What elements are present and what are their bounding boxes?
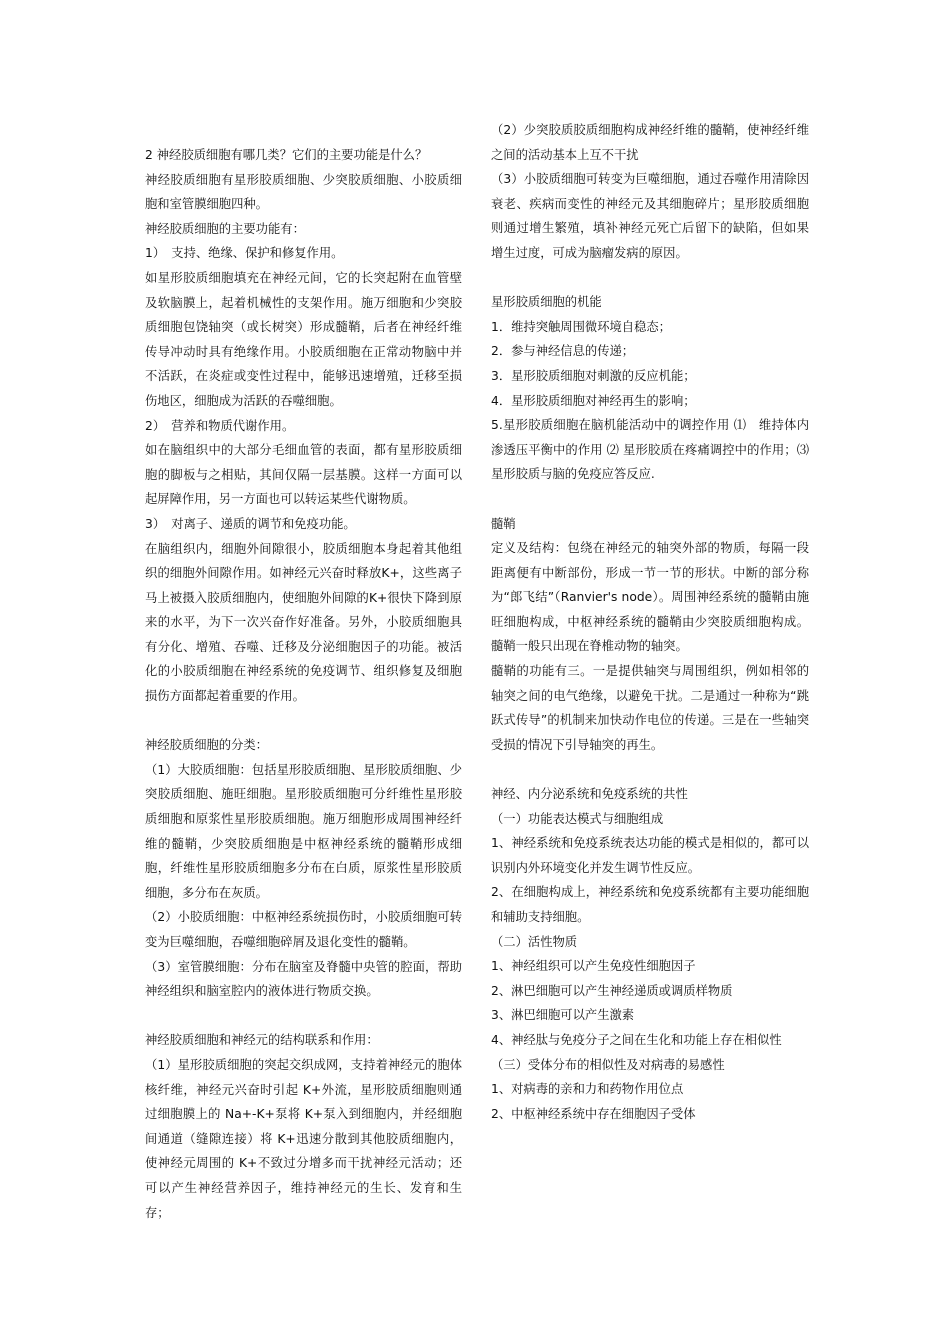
paragraph-gap <box>491 266 809 291</box>
paragraph: 2、淋巴细胞可以产生神经递质或调质样物质 <box>491 983 733 998</box>
paragraph: （1）大胶质细胞：包括星形胶质细胞、星形胶质细胞、少突胶质细胞、施旺细胞。星形胶质细胞可分纤维性星形胶质细胞和原浆性星形胶质细胞。施万细胞形成周围神经纤维的髓鞘，少突胶质细胞是中枢神经系统的髓鞘形成细胞，纤维性星形胶质细胞多分布在白质，原浆性星形胶质细胞，多分布在灰质。 <box>145 762 462 900</box>
paragraph: （2）少突胶质胶质细胞构成神经纤维的髓鞘，使神经纤维之间的活动基本上互不干扰 <box>491 123 809 162</box>
paragraph: 1．维持突触周围微环境自稳态； <box>491 319 671 334</box>
paragraph: 3．星形胶质细胞对刺激的反应机能； <box>491 368 696 383</box>
paragraph: （3）小胶质细胞可转变为巨噬细胞，通过吞噬作用清除因衰老、疾病而变性的神经元及其细胞碎片；星形胶质细胞则通过增生繁殖，填补神经元死亡后留下的缺陷，但如果增生过度，可成为脑瘤发病的原因。 <box>491 172 809 260</box>
paragraph: 2．参与神经信息的传递； <box>491 344 635 359</box>
paragraph: （1）星形胶质细胞的突起交织成网，支持着神经元的胞体核纤维，神经元兴奋时引起 K+外流，星形胶质细胞则通过细胞膜上的 Na+-K+泵将 K+泵入到细胞内，并经细胞间通道（缝隙连接）将 K+迅速分散到其他胶质细胞内，使神经元周围的 K+不致过分增多而干扰神经元活动；还可以产生神经营养因子，维持神经元的生长、发育和生存； <box>145 1057 462 1220</box>
paragraph: 3） 对离子、递质的调节和免疫功能。 <box>145 516 356 531</box>
paragraph: （2）小胶质细胞：中枢神经系统损伤时，小胶质细胞可转变为巨噬细胞，吞噬细胞碎屑及退化变性的髓鞘。 <box>145 910 462 949</box>
left-column <box>145 143 462 1225</box>
paragraph: 1、神经组织可以产生免疫性细胞因子 <box>491 959 696 974</box>
paragraph: 2 神经胶质细胞有哪几类？它们的主要功能是什么？ <box>145 148 428 162</box>
paragraph: 1、神经系统和免疫系统表达功能的模式是相似的，都可以识别内外环境变化并发生调节性反应。 <box>491 836 809 875</box>
paragraph-gap <box>145 709 462 734</box>
paragraph: 5.星形胶质细胞在脑机能活动中的调控作用 ⑴ 维持体内渗透压平衡中的作用 ⑵ 星形胶质在疼痛调控中的作用；⑶ 星形胶质与脑的免疫应答反应. <box>491 418 809 482</box>
paragraph-gap <box>491 757 809 782</box>
paragraph: 2、在细胞构成上，神经系统和免疫系统都有主要功能细胞和辅助支持细胞。 <box>491 885 809 924</box>
paragraph: 髓鞘 <box>491 516 516 531</box>
right-column <box>491 118 809 1126</box>
paragraph: 如在脑组织中的大部分毛细血管的表面，都有星形胶质细胞的脚板与之相贴，其间仅隔一层基膜。这样一方面可以起屏障作用，另一方面也可以转运某些代谢物质。 <box>145 443 462 507</box>
paragraph: 2） 营养和物质代谢作用。 <box>145 418 295 433</box>
paragraph: 3、淋巴细胞可以产生激素 <box>491 1008 635 1023</box>
paragraph: （一）功能表达模式与细胞组成 <box>491 811 664 826</box>
paragraph: 1） 支持、绝缘、保护和修复作用。 <box>145 246 344 261</box>
paragraph: （3）室管膜细胞：分布在脑室及脊髓中央管的腔面，帮助神经组织和脑室腔内的液体进行物质交换。 <box>145 959 462 999</box>
paragraph: 如星形胶质细胞填充在神经元间，它的长突起附在血管壁及软脑膜上，起着机械性的支架作用。施万细胞和少突胶质细胞包饶轴突（或长树突）形成髓鞘，后者在神经纤维传导冲动时具有绝缘作用。小胶质细胞在正常动物脑中并不活跃，在炎症或变性过程中，能够迅速增殖，迁移至损伤地区，细胞成为活跃的吞噬细胞。 <box>145 270 462 408</box>
paragraph: 神经胶质细胞的分类： <box>145 738 268 753</box>
paragraph: 神经、内分泌系统和免疫系统的共性 <box>491 787 688 802</box>
paragraph: 在脑组织内，细胞外间隙很小，胶质细胞本身起着其他组织的细胞外间隙作用。如神经元兴奋时释放K+，这些离子马上被摄入胶质细胞内，使细胞外间隙的K+很快下降到原来的水平，为下一次兴奋作好准备。另外，小胶质细胞具有分化、增殖、吞噬、迁移及分泌细胞因子的功能。被活化的小胶质细胞在神经系统的免疫调节、组织修复及细胞损伤方面都起着重要的作用。 <box>145 541 462 704</box>
paragraph: （三）受体分布的相似性及对病毒的易感性 <box>491 1057 725 1072</box>
paragraph: 神经胶质细胞和神经元的结构联系和作用： <box>145 1033 379 1048</box>
paragraph: 星形胶质细胞的机能 <box>491 295 602 310</box>
paragraph: 4．星形胶质细胞对神经再生的影响； <box>491 393 696 408</box>
paragraph: 神经胶质细胞有星形胶质细胞、少突胶质细胞、小胶质细胞和室管膜细胞四种。 <box>145 172 462 212</box>
paragraph: 1、对病毒的亲和力和药物作用位点 <box>491 1082 684 1097</box>
paragraph-gap <box>491 487 809 512</box>
paragraph: 2、中枢神经系统中存在细胞因子受体 <box>491 1106 696 1121</box>
paragraph: （二）活性物质 <box>491 934 578 949</box>
paragraph: 神经胶质细胞的主要功能有： <box>145 221 305 236</box>
paragraph-gap <box>145 1004 462 1029</box>
paragraph: 定义及结构：包绕在神经元的轴突外部的物质，每隔一段距离便有中断部份，形成一节一节的形状。中断的部分称为“郎飞结”（Ranvier's node）。周围神经系统的髓鞘由施旺细胞构成，中枢神经系统的髓鞘由少突胶质细胞构成。髓鞘一般只出现在脊椎动物的轴突。 <box>491 541 809 654</box>
paragraph: 4、神经肽与免疫分子之间在生化和功能上存在相似性 <box>491 1032 782 1047</box>
paragraph: 髓鞘的功能有三。一是提供轴突与周围组织，例如相邻的轴突之间的电气绝缘，以避免干扰。二是通过一种称为“跳跃式传导”的机制来加快动作电位的传递。三是在一些轴突受损的情况下引导轴突的再生。 <box>491 664 809 752</box>
